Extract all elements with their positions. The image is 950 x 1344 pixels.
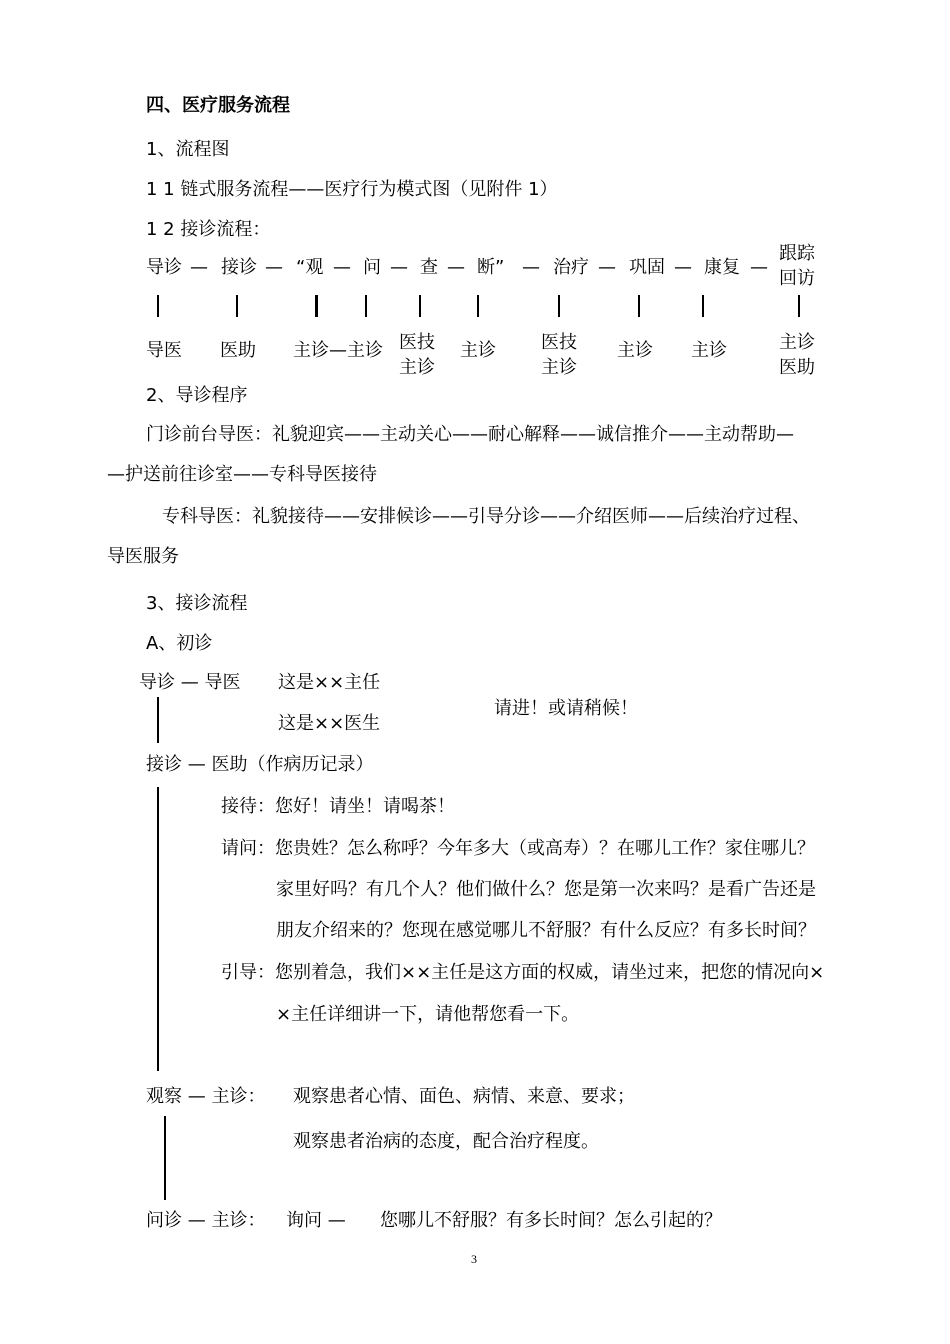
flow-connector	[638, 295, 640, 317]
flow-step: 断”	[477, 257, 505, 278]
flow-connector	[419, 295, 421, 317]
flow-role: 医助	[220, 340, 256, 361]
subsection-title: A、初诊	[146, 633, 213, 654]
flow-step: 回访	[779, 268, 815, 289]
flow-dash: —	[190, 257, 208, 278]
flow-dash: —	[522, 257, 540, 278]
flow-dash: —	[750, 257, 768, 278]
flow-role: 医技	[399, 332, 435, 353]
chain-flow-line: 1 1 链式服务流程——医疗行为模式图（见附件 1）	[146, 179, 558, 200]
flow-dash: —	[333, 257, 351, 278]
flow-role: 主诊	[399, 357, 435, 378]
observe-label: 观察 — 主诊：	[146, 1086, 266, 1107]
guide-intro: 这是××医生	[278, 713, 381, 734]
guide-intro: 这是××主任	[278, 672, 381, 693]
flow-step: 康复	[704, 257, 740, 278]
flow-connector	[477, 295, 479, 317]
flow-role: 医助	[779, 357, 815, 378]
observe-item: 观察患者心情、面色、病情、来意、要求；	[293, 1086, 635, 1107]
flow-role: 导医	[146, 340, 182, 361]
reception-label: 接诊 — 医助（作病历记录）	[146, 754, 374, 775]
flow-connector	[157, 295, 159, 317]
reception-lead: 引导：您别着急，我们××主任是这方面的权威，请坐过来，把您的情况向×	[221, 962, 825, 983]
flow-connector	[157, 787, 159, 1071]
flow-step: 治疗	[553, 257, 589, 278]
inquiry-label: 问诊 — 主诊：	[146, 1210, 266, 1231]
guide-reply: 请进！或请稍候！	[494, 698, 638, 719]
flow-role: 主诊—主诊	[293, 340, 383, 361]
flow-connector	[558, 295, 560, 317]
flow-step: 查	[420, 257, 438, 278]
section-2-title: 2、导诊程序	[146, 385, 248, 406]
inquiry-question: 您哪儿不舒服？有多长时间？怎么引起的？	[380, 1210, 722, 1231]
paragraph-line: 专科导医：礼貌接待——安排候诊——引导分诊——介绍医师——后续治疗过程、	[162, 506, 810, 527]
section-3-title: 3、接诊流程	[146, 593, 248, 614]
flow-step: “观	[296, 257, 324, 278]
flow-role: 主诊	[779, 332, 815, 353]
flow-role: 主诊	[617, 340, 653, 361]
flow-dash: —	[390, 257, 408, 278]
reception-flow-line: 1 2 接诊流程：	[146, 219, 271, 240]
guide-label: 导诊 — 导医	[139, 672, 241, 693]
section-1-title: 1、流程图	[146, 139, 230, 160]
page-number: 3	[471, 1252, 477, 1266]
flow-connector	[164, 1116, 166, 1200]
flow-role: 医技	[541, 332, 577, 353]
flow-connector	[702, 295, 704, 317]
flow-dash: —	[674, 257, 692, 278]
flow-role: 主诊	[460, 340, 496, 361]
paragraph-line: 导医服务	[107, 546, 179, 567]
flow-role: 主诊	[691, 340, 727, 361]
paragraph-line: 门诊前台导医：礼貌迎宾——主动关心——耐心解释——诚信推介——主动帮助—	[146, 424, 794, 445]
flow-connector	[157, 697, 159, 743]
flow-step: 跟踪	[779, 243, 815, 264]
reception-greet: 接待：您好！请坐！请喝茶！	[221, 796, 455, 817]
reception-ask: 家里好吗？有几个人？他们做什么？您是第一次来吗？是看广告还是	[276, 879, 816, 900]
flow-step: 问	[363, 257, 381, 278]
flow-step: 导诊	[146, 257, 182, 278]
flow-connector	[798, 295, 800, 317]
flow-connector	[236, 295, 238, 317]
flow-role: 主诊	[541, 357, 577, 378]
flow-step: 接诊	[221, 257, 257, 278]
observe-item: 观察患者治病的态度，配合治疗程度。	[293, 1131, 599, 1152]
reception-ask: 请问：您贵姓？怎么称呼？今年多大（或高寿）？在哪儿工作？家住哪儿？	[221, 838, 815, 859]
flow-dash: —	[265, 257, 283, 278]
reception-lead: ×主任详细讲一下，请他帮您看一下。	[276, 1004, 580, 1025]
flow-connector	[365, 295, 367, 317]
inquiry-mid: 询问 —	[286, 1210, 346, 1231]
reception-ask: 朋友介绍来的？您现在感觉哪儿不舒服？有什么反应？有多长时间？	[276, 920, 816, 941]
paragraph-line: —护送前往诊室——专科导医接待	[107, 464, 377, 485]
flow-dash: —	[447, 257, 465, 278]
flow-dash: —	[598, 257, 616, 278]
flow-connector	[315, 295, 318, 317]
section-heading: 四、医疗服务流程	[146, 95, 290, 116]
flow-step: 巩固	[629, 257, 665, 278]
